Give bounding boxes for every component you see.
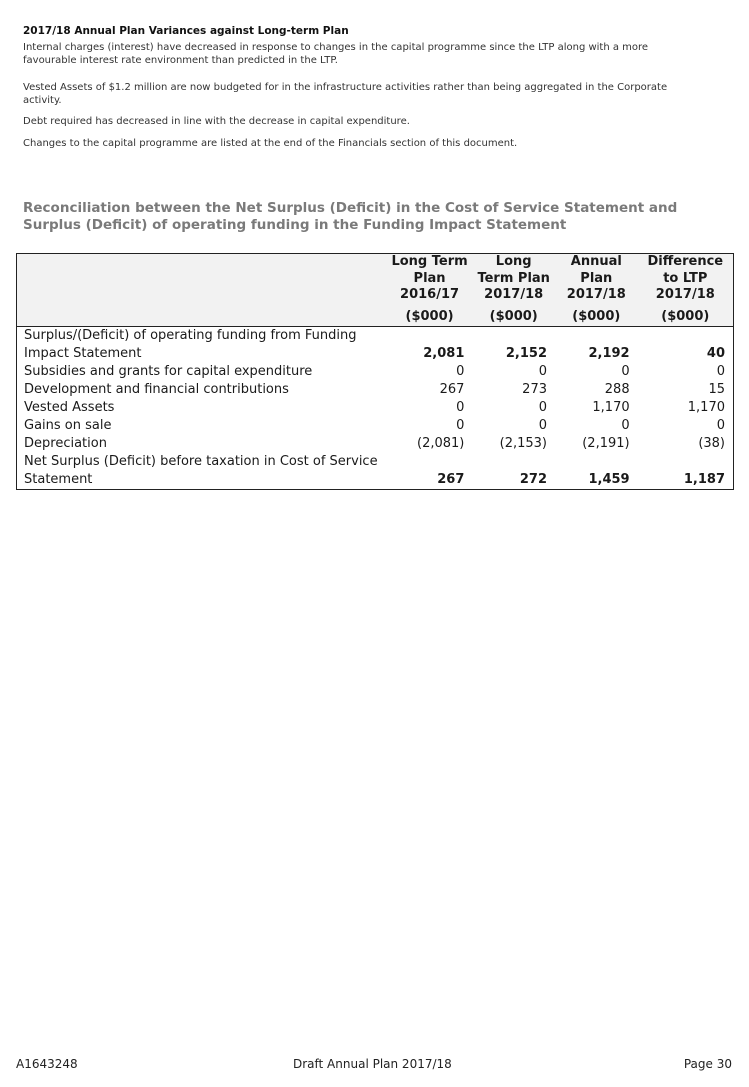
table-row [17, 417, 734, 435]
column-header: Difference to LTP 2017/18 [638, 254, 734, 304]
paragraph-capital-programme: Changes to the capital programme are listed at the end of the Financials section of this document. [23, 138, 518, 149]
cell-value: 273 [522, 381, 547, 397]
cell-value: 1,170 [687, 399, 725, 415]
cell-value: 272 [519, 471, 547, 487]
cell-value: (2,081) [417, 435, 465, 451]
cell-value: 288 [604, 381, 630, 397]
table-row [17, 435, 734, 453]
table-row [17, 453, 734, 490]
cell-value: 267 [439, 381, 465, 397]
cell-value: 2,081 [423, 345, 465, 361]
column-header: Long Term Plan 2017/18 [472, 254, 555, 304]
reconciliation-table [16, 253, 734, 490]
column-header: Long Term Plan 2016/17 [387, 254, 473, 304]
section-title: Reconciliation between the Net Surplus (Deficit) in the Cost of Service Statement and Surplus (Deficit) of operating funding in the Funding Impact Statement [23, 200, 678, 233]
table-row [17, 326, 734, 363]
table-units-row [17, 304, 734, 327]
column-unit: ($000) [638, 304, 734, 327]
cell-value: (2,153) [499, 435, 547, 451]
cell-value: 0 [538, 417, 547, 433]
footer-page-number: Page 30 [683, 1057, 732, 1071]
footer-doc-id: A1643248 [16, 1057, 78, 1071]
cell-value: 0 [538, 399, 547, 415]
column-unit: ($000) [472, 304, 555, 327]
cell-value: 1,187 [683, 471, 725, 487]
table-row [17, 381, 734, 399]
page-heading: 2017/18 Annual Plan Variances against Long-term Plan [23, 25, 349, 37]
row-label: Surplus/(Deficit) of operating funding from Funding Impact Statement [24, 327, 357, 361]
cell-value: 0 [538, 363, 547, 379]
paragraph-debt: Debt required has decreased in line with the decrease in capital expenditure. [23, 116, 410, 127]
row-label: Vested Assets [24, 399, 115, 415]
table-header-row [17, 254, 734, 304]
table-row [17, 363, 734, 381]
row-label: Subsidies and grants for capital expenditure [24, 363, 313, 379]
cell-value: 1,170 [592, 399, 630, 415]
footer-doc-title: Draft Annual Plan 2017/18 [293, 1057, 452, 1071]
cell-value: (2,191) [582, 435, 630, 451]
cell-value: 0 [716, 363, 725, 379]
paragraph-vested-assets: Vested Assets of $1.2 million are now budgeted for in the infrastructure activities rather than being aggregated in the Corporate activity. [23, 82, 668, 106]
table-row [17, 399, 734, 417]
cell-value: 0 [456, 399, 465, 415]
column-header: Annual Plan 2017/18 [555, 254, 638, 304]
row-label: Depreciation [24, 435, 107, 451]
cell-value: 0 [716, 417, 725, 433]
header-blank [17, 254, 387, 304]
cell-value: 2,152 [505, 345, 547, 361]
cell-value: 40 [706, 345, 725, 361]
cell-value: 267 [437, 471, 465, 487]
paragraph-interest: Internal charges (interest) have decreased in response to changes in the capital programme since the LTP along with a more favourable interest rate environment than predicted in the LTP. [23, 42, 649, 66]
column-unit: ($000) [387, 304, 473, 327]
row-label: Gains on sale [24, 417, 112, 433]
row-label: Net Surplus (Deficit) before taxation in Cost of Service Statement [24, 453, 378, 487]
cell-value: 15 [708, 381, 725, 397]
cell-value: 0 [621, 417, 630, 433]
cell-value: 0 [621, 363, 630, 379]
cell-value: 0 [456, 363, 465, 379]
column-unit: ($000) [555, 304, 638, 327]
cell-value: (38) [698, 435, 725, 451]
cell-value: 1,459 [588, 471, 630, 487]
cell-value: 0 [456, 417, 465, 433]
row-label: Development and financial contributions [24, 381, 289, 397]
cell-value: 2,192 [588, 345, 630, 361]
header-blank [17, 304, 387, 327]
